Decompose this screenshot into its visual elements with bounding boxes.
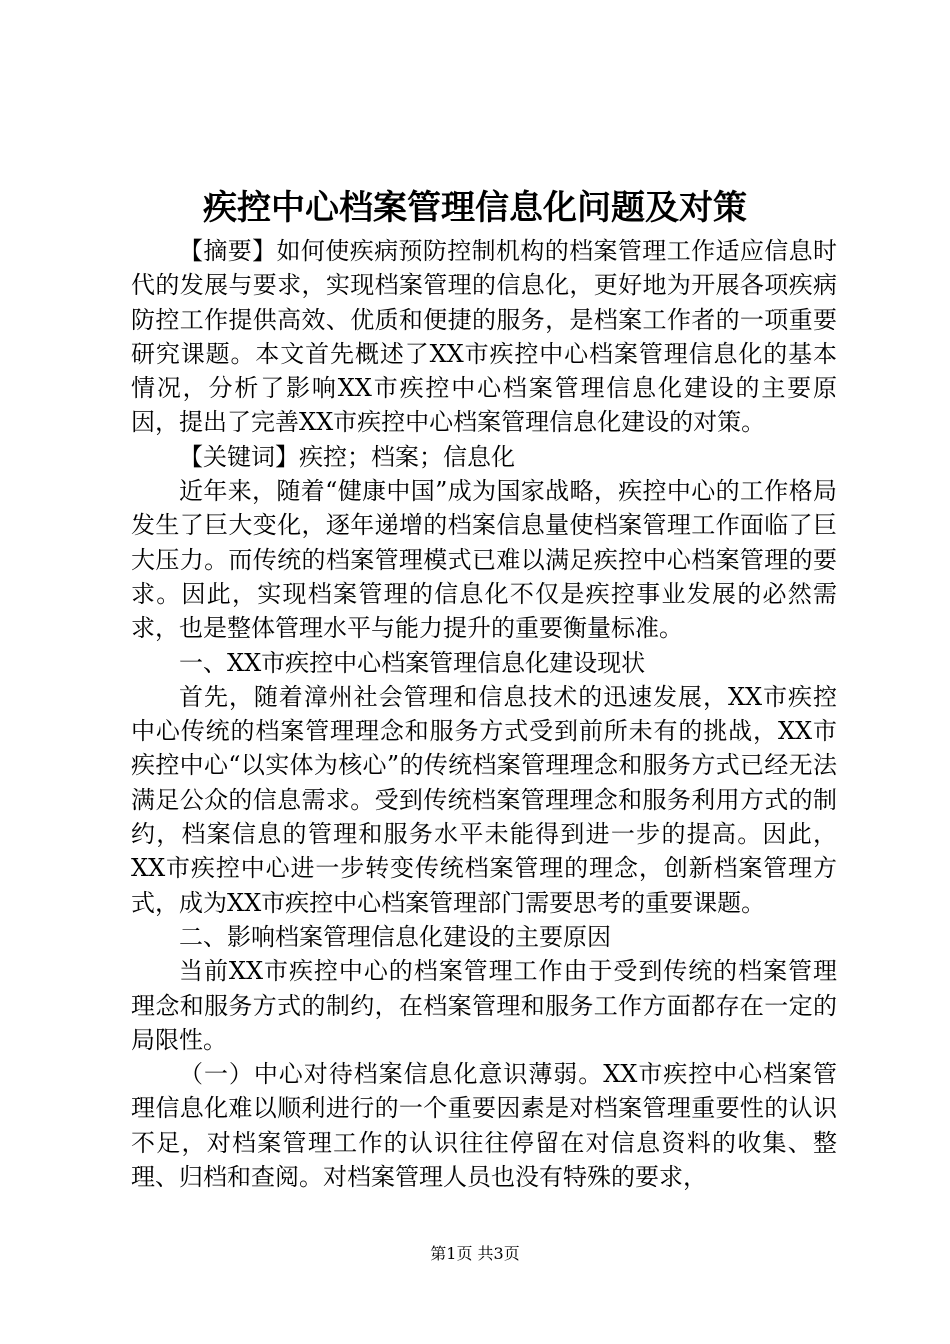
document-body bbox=[131, 234, 837, 1194]
section-2-paragraph: 当前XX市疾控中心的档案管理工作由于受到传统的档案管理理念和服务方式的制约，在档案管理和服务工作方面都存在一定的局限性。 bbox=[131, 957, 837, 1054]
keywords-paragraph: 【关键词】疾控；档案；信息化 bbox=[179, 442, 515, 471]
section-heading-1: 一、XX市疾控中心档案管理信息化建设现状 bbox=[179, 648, 646, 677]
document-title: 疾控中心档案管理信息化问题及对策 bbox=[203, 188, 747, 228]
subsection-1-paragraph: （一）中心对待档案信息化意识薄弱。XX市疾控中心档案管理信息化难以顺利进行的一个重要因素是对档案管理重要性的认识不足，对档案管理工作的认识往往停留在对信息资料的收集、整理、归档和查阅。对档案管理人员也没有特殊的要求， bbox=[131, 1060, 837, 1192]
intro-paragraph: 近年来，随着“健康中国”成为国家战略，疾控中心的工作格局发生了巨大变化，逐年递增的档案信息量使档案管理工作面临了巨大压力。而传统的档案管理模式已难以满足疾控中心档案管理的要求。因此，实现档案管理的信息化不仅是疾控事业发展的必然需求，也是整体管理水平与能力提升的重要衡量标准。 bbox=[131, 477, 837, 643]
section-1-paragraph: 首先，随着漳州社会管理和信息技术的迅速发展，XX市疾控中心传统的档案管理理念和服务方式受到前所未有的挑战，XX市疾控中心“以实体为核心”的传统档案管理理念和服务方式已经无法满足公众的信息需求。受到传统档案管理理念和服务利用方式的制约，档案信息的管理和服务水平未能得到进一步的提高。因此，XX市疾控中心进一步转变传统档案管理的理念，创新档案管理方式，成为XX市疾控中心档案管理部门需要思考的重要课题。 bbox=[131, 682, 837, 917]
abstract-paragraph: 【摘要】如何使疾病预防控制机构的档案管理工作适应信息时代的发展与要求，实现档案管理的信息化，更好地为开展各项疾病防控工作提供高效、优质和便捷的服务，是档案工作者的一项重要研究课题。本文首先概述了XX市疾控中心档案管理信息化的基本情况，分析了影响XX市疾控中心档案管理信息化建设的主要原因，提出了完善XX市疾控中心档案管理信息化建设的对策。 bbox=[131, 237, 837, 437]
page-footer: 第1页 共3页 bbox=[430, 1244, 520, 1263]
section-heading-2: 二、影响档案管理信息化建设的主要原因 bbox=[179, 922, 611, 951]
